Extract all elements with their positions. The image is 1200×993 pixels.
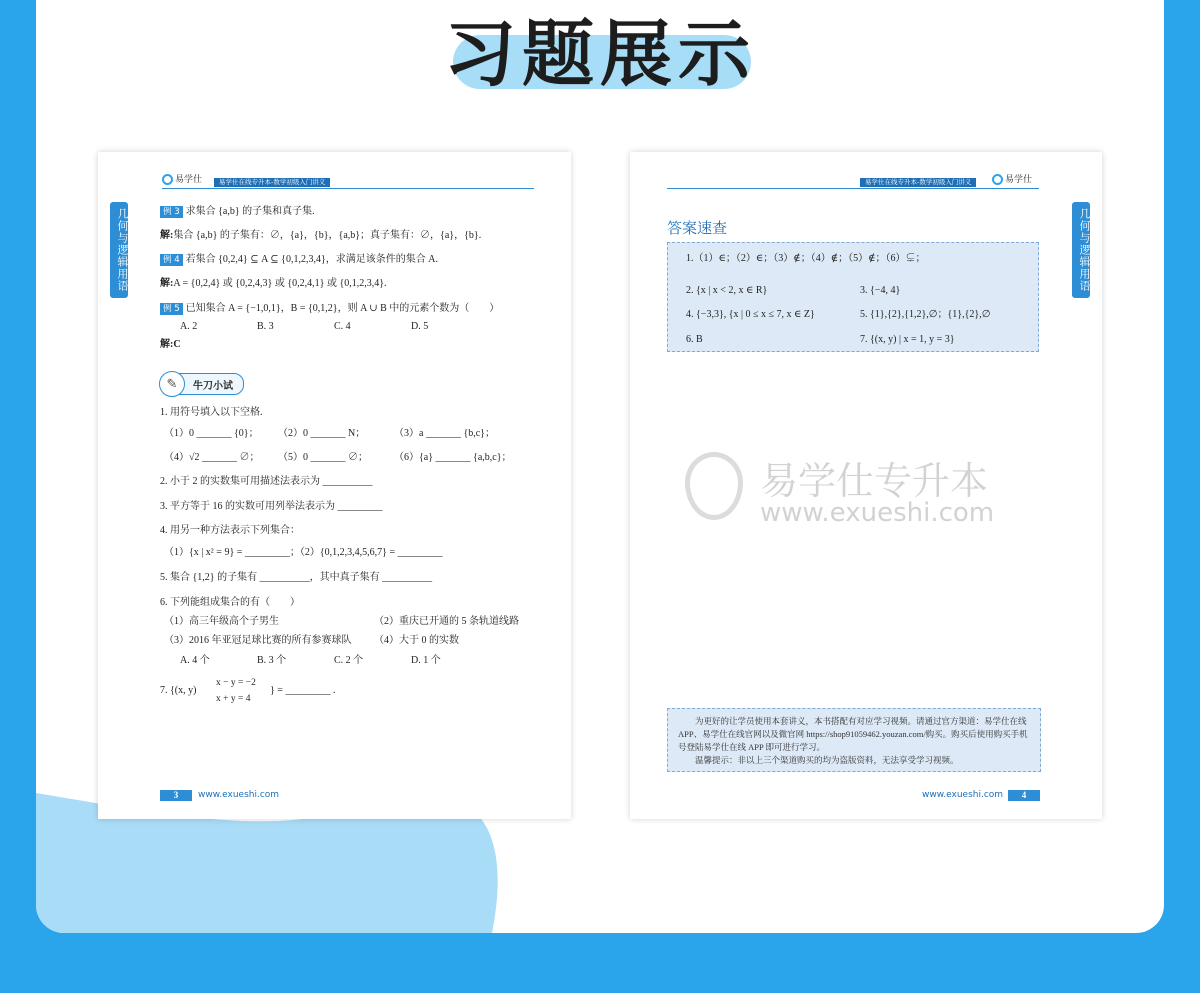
q6-item-1: （1）高三年级高个子男生 xyxy=(164,616,279,627)
answer-6: 6. B xyxy=(686,334,703,345)
left-page xyxy=(98,152,571,819)
logo-icon xyxy=(162,174,173,185)
example-5-option-d: D. 5 xyxy=(411,321,429,332)
footer-url: www.exueshi.com xyxy=(922,790,1004,800)
header-rule xyxy=(667,188,1039,189)
answer-1: 1.（1）∈；（2）∈；（3）∉；（4）∉；（5）∉；（6）⊊； xyxy=(686,253,926,264)
q1-item-5: （5）0 _______ ∅； xyxy=(278,452,368,463)
question-2: 2. 小于 2 的实数集可用描述法表示为 __________ xyxy=(160,476,373,487)
q6-item-3: （3）2016 年亚冠足球比赛的所有参赛球队 xyxy=(164,635,352,646)
example-5-option-a: A. 2 xyxy=(180,321,198,332)
question-3: 3. 平方等于 16 的实数可用列举法表示为 _________ xyxy=(160,501,383,512)
question-1: 1. 用符号填入以下空格. xyxy=(160,407,263,418)
question-4: 4. 用另一种方法表示下列集合： xyxy=(160,525,300,536)
section-label: 牛刀小试 xyxy=(193,381,233,392)
watermark-url: www.exueshi.com xyxy=(760,498,995,528)
q6-item-2: （2）重庆已开通的 5 条轨道线路 xyxy=(374,616,519,627)
question-5: 5. 集合 {1,2} 的子集有 __________，其中真子集有 __________ xyxy=(160,572,433,583)
q6-option-c: C. 2 个 xyxy=(334,655,364,666)
q6-option-d: D. 1 个 xyxy=(411,655,441,666)
header-rule xyxy=(162,188,534,189)
side-tab: 几何与逻辑用语 xyxy=(110,202,128,298)
example-4: 例 4 若集合 {0,2,4} ⊆ A ⊆ {0,1,2,3,4}，求满足该条件的集合 A. xyxy=(160,254,438,266)
q6-item-4: （4）大于 0 的实数 xyxy=(374,635,459,646)
question-7-eq2: x + y = 4 xyxy=(216,694,251,704)
example-5-option-c: C. 4 xyxy=(334,321,351,332)
q4-row: （1）{x | x² = 9} = _________；（2）{0,1,2,3,4,5,6,7} = _________ xyxy=(164,547,443,558)
question-7-prefix: 7. {(x, y) xyxy=(160,685,197,696)
answer-5: 5. {1},{2},{1,2},∅；{1},{2},∅ xyxy=(860,309,991,320)
q1-item-2: （2）0 _______ N； xyxy=(278,428,366,439)
brand-logo: 易学仕 xyxy=(162,172,202,185)
example-5-option-b: B. 3 xyxy=(257,321,274,332)
q1-item-6: （6）{a} _______ {a,b,c}； xyxy=(394,452,512,463)
answer-3: 3. {−4, 4} xyxy=(860,285,901,296)
question-7-eq1: x − y = −2 xyxy=(216,678,256,688)
page-number: 3 xyxy=(160,790,192,801)
q6-option-a: A. 4 个 xyxy=(180,655,210,666)
answer-7: 7. {(x, y) | x = 1, y = 3} xyxy=(860,334,955,345)
answer-2: 2. {x | x < 2, x ∈ R} xyxy=(686,285,768,296)
watermark-text: 易学仕专升本 xyxy=(760,459,989,503)
answer-4: 4. {−3,3}, {x | 0 ≤ x ≤ 7, x ∈ Z} xyxy=(686,309,815,320)
logo-icon xyxy=(992,174,1003,185)
answer-box xyxy=(667,242,1039,352)
example-5: 例 5 已知集合 A = {−1,0,1}，B = {0,1,2}，则 A ∪ B 中的元素个数为（ ） xyxy=(160,303,499,315)
answer-title: 答案速查 xyxy=(667,219,728,237)
example-3-solution: 解:集合 {a,b} 的子集有：∅，{a}，{b}，{a,b}；真子集有：∅，{a}，{b}. xyxy=(160,230,482,241)
question-7-suffix: } = _________ . xyxy=(270,685,336,696)
page-number: 4 xyxy=(1008,790,1040,801)
example-3: 例 3 求集合 {a,b} 的子集和真子集. xyxy=(160,206,315,218)
section-badge xyxy=(160,373,244,395)
question-6: 6. 下列能组成集合的有（ ） xyxy=(160,597,300,608)
notice-box xyxy=(667,708,1041,772)
header-tag: 易学仕在线专升本-数学初级入门讲义 xyxy=(860,178,976,187)
header-tag: 易学仕在线专升本-数学初级入门讲义 xyxy=(214,178,330,187)
page-title: 习题展示 xyxy=(443,12,756,96)
watermark-logo xyxy=(685,452,743,520)
notice-text: 为更好的让学员使用本套讲义，本书搭配有对应学习视频。请通过官方渠道：易学仕在线 APP、易学仕在线官网以及微官网 https://shop91059462.youzan.com/购买。购买后使用购买手机号登陆易学仕在线 APP 即可进行学习。 xyxy=(678,716,1028,752)
right-page xyxy=(630,152,1102,819)
pencil-icon: ✎ xyxy=(159,371,185,397)
notice-warning: 温馨提示：非以上三个渠道购买的均为盗版资料，无法享受学习视频。 xyxy=(695,755,959,765)
q6-option-b: B. 3 个 xyxy=(257,655,287,666)
q1-item-1: （1）0 _______ {0}； xyxy=(164,428,259,439)
example-4-solution: 解:A = {0,2,4} 或 {0,2,4,3} 或 {0,2,4,1} 或 {0,1,2,3,4}. xyxy=(160,278,387,289)
q1-item-3: （3）a _______ {b,c}； xyxy=(394,428,495,439)
q1-item-4: （4）√2 _______ ∅； xyxy=(164,452,260,463)
side-tab: 几何与逻辑用语 xyxy=(1072,202,1090,298)
footer-url: www.exueshi.com xyxy=(198,790,280,800)
example-5-solution: 解:C xyxy=(160,339,181,350)
brand-logo: 易学仕 xyxy=(992,172,1032,185)
